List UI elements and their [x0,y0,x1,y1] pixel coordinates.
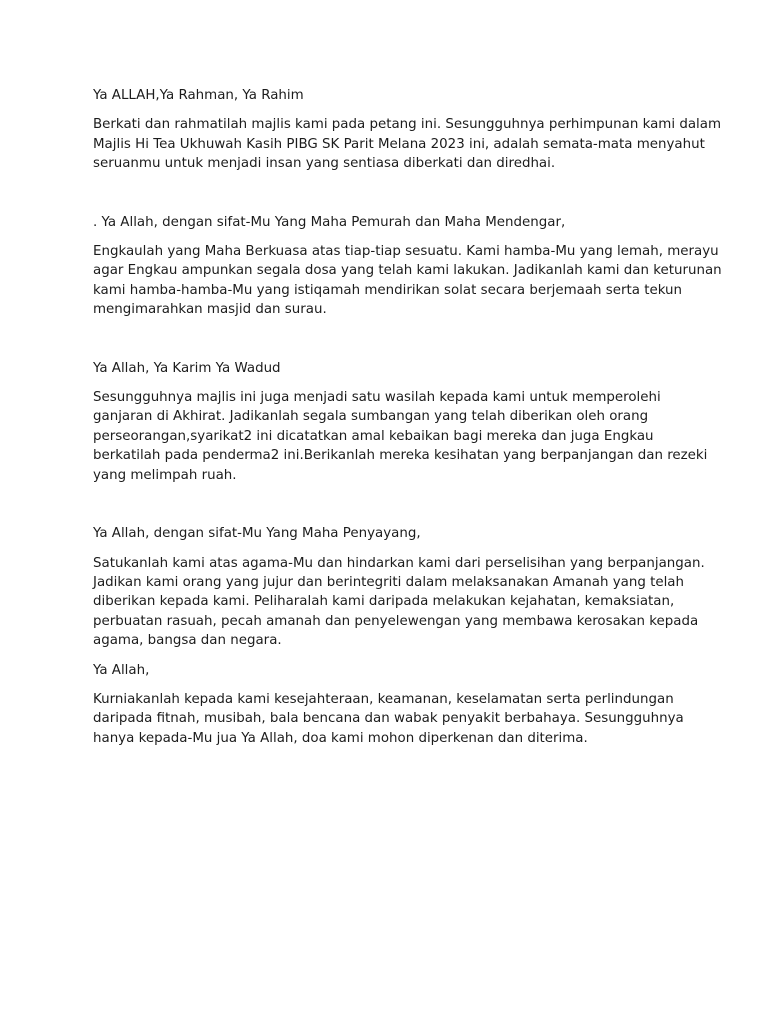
text-line: Satukanlah kami atas agama-Mu dan hindarkan kami dari perselisihan yang berpanjangan. [93,555,705,571]
text-line: hanya kepada-Mu jua Ya Allah, doa kami mohon diperkenan dan diterima. [93,730,588,746]
text-line: kami hamba-hamba-Mu yang istiqamah mendirikan solat secara berjemaah serta tekun [93,282,683,298]
text-line: Kurniakanlah kepada kami kesejahteraan, keamanan, keselamatan serta perlindungan [93,691,674,707]
empty-paragraph [93,495,678,524]
body-paragraph [93,388,708,485]
text-line: agar Engkau ampunkan segala dosa yang telah kami lakukan. Jadikanlah kami dan keturunan [93,263,722,279]
text-line: Ya Allah, dengan sifat-Mu Yang Maha Penyayang, [93,526,421,542]
text-line: Sesungguhnya majlis ini juga menjadi satu wasilah kepada kami untuk memperolehi [93,390,661,406]
text-line: berkatilah pada penderma2 ini.Berikanlah mereka kesihatan yang berpanjangan dan rezeki [93,448,708,464]
text-line: seruanmu untuk menjadi insan yang sentiasa diberkati dan diredhai. [93,156,556,172]
text-line: Majlis Hi Tea Ukhuwah Kasih PIBG SK Parit Melana 2023 ini, adalah semata-mata menyahut [93,136,705,152]
empty-paragraph [93,184,678,213]
salutation-heading [93,359,678,378]
body-paragraph [93,242,722,320]
text-line: daripada fitnah, musibah, bala bencana dan wabak penyakit berbahaya. Sesungguhnya [93,711,684,727]
text-line: ganjaran di Akhirat. Jadikanlah segala sumbangan yang telah diberikan oleh orang [93,409,649,425]
salutation-heading [93,661,678,680]
salutation-heading [93,524,678,543]
text-line: diberikan kepada kami. Peliharalah kami daripada melakukan kejahatan, kemaksiatan, [93,594,675,610]
empty-paragraph [93,330,678,359]
body-paragraph [93,690,684,748]
text-line: Engkaulah yang Maha Berkuasa atas tiap-tiap sesuatu. Kami hamba-Mu yang lemah, merayu [93,244,719,260]
body-paragraph [93,115,721,173]
text-line: perseorangan,syarikat2 ini dicatatkan amal kebaikan bagi mereka dan juga Engkau [93,428,654,444]
text-line: perbuatan rasuah, pecah amanah dan penyelewengan yang membawa kerosakan kepada [93,613,699,629]
text-line: yang melimpah ruah. [93,467,237,483]
body-paragraph [93,554,705,651]
text-line: mengimarahkan masjid dan surau. [93,302,327,318]
text-line: agama, bangsa dan negara. [93,633,282,649]
text-line: Ya Allah, [93,662,150,678]
text-line: Berkati dan rahmatilah majlis kami pada petang ini. Sesungguhnya perhimpunan kami dalam [93,117,721,133]
text-line: . Ya Allah, dengan sifat-Mu Yang Maha Pemurah dan Maha Mendengar, [93,214,566,230]
text-line: Jadikan kami orang yang jujur dan berintegriti dalam melaksanakan Amanah yang telah [93,574,684,590]
salutation-heading [93,213,678,232]
document-body [93,86,722,748]
text-line: Ya ALLAH,Ya Rahman, Ya Rahim [93,88,304,103]
salutation-heading [93,86,678,105]
text-line: Ya Allah, Ya Karim Ya Wadud [93,360,281,376]
